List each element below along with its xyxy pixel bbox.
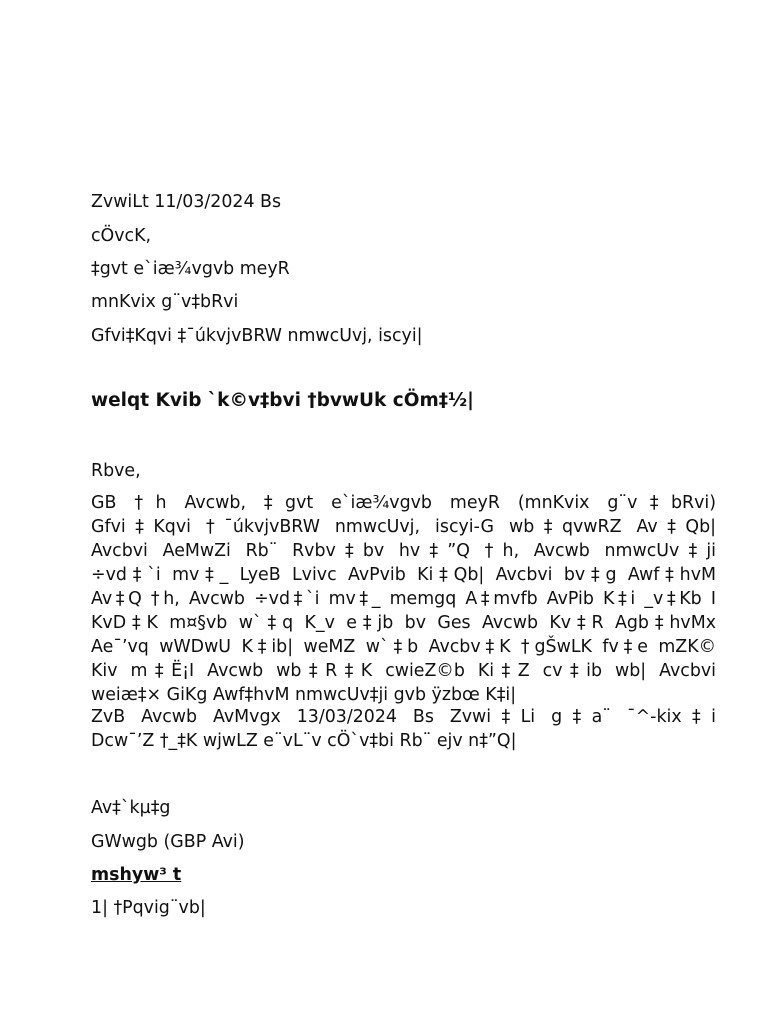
body-paragraph-2	[91, 705, 716, 753]
salutation: Rbve,	[91, 461, 141, 481]
recipient-organization: Gfvi‡Kqvi ‡¯úkvjvBRW nmwcUvj, iscyi|	[91, 326, 423, 346]
body-paragraph-1-line: Ae¯’vq wWDwU K‡ib| weMZ w`‡b Avcbv‡K †gŠwLK fv‡e mZK©	[91, 637, 716, 657]
body-paragraph-1-line: KvD‡K m¤§vb w`‡q K_v e‡jb bv Ges Avcwb Kv‡R Agb‡hvMx	[91, 613, 716, 633]
body-paragraph-1	[91, 491, 716, 707]
recipient-name: ‡gvt e`iæ¾vgvb meyR	[91, 259, 290, 279]
date-line: ZvwiLt 11/03/2024 Bs	[91, 192, 282, 212]
recipient-designation: mnKvix g¨v‡bRvi	[91, 292, 239, 312]
body-paragraph-1-line: ÷vd‡`i mv‡_ LyeB Lvivc AvPvib Ki‡Qb| Avcbvi bv‡g Awf‡hvM	[91, 565, 716, 585]
cc-heading: mshyw³ t	[91, 865, 182, 885]
closing-line: Av‡`kµ‡g	[91, 798, 171, 818]
body-paragraph-2-line: Dcw¯’Z †_‡K wjwLZ e¨vL¨v cÖ`v‡bi Rb¨ ejv n‡”Q|	[91, 731, 517, 751]
body-paragraph-1-line: Kiv m‡Ë¡I Avcwb wb‡R‡K cwieZ©b Ki‡Z cv‡ib wb| Avcbvi	[91, 661, 716, 681]
to-label: cÖvcK,	[91, 226, 152, 246]
cc-item: 1| †Pqvig¨vb|	[91, 898, 206, 918]
signatory: GWwgb (GBP Avi)	[91, 832, 245, 852]
body-paragraph-2-line: ZvB Avcwb AvMvgx 13/03/2024 Bs Zvwi‡Li g‡a¨ ¯^-kix‡i	[91, 707, 716, 727]
body-paragraph-1-line: weiæ‡× GiKg Awf‡hvM nmwcUv‡ji gvb ÿzbœ K‡i|	[91, 685, 517, 705]
body-paragraph-1-line: Avcbvi AeMwZi Rb¨ Rvbv‡bv hv‡”Q †h, Avcwb nmwcUv‡ji	[91, 541, 716, 561]
body-paragraph-1-line: GB †h Avcwb, ‡gvt e`iæ¾vgvb meyR (mnKvix g¨v‡bRvi)	[91, 493, 716, 513]
body-paragraph-1-line: Av‡Q †h, Avcwb ÷vd‡`i mv‡_ memgq A‡mvfb AvPib K‡i _v‡Kb I	[91, 589, 716, 609]
subject-line: welqt Kvib `k©v‡bvi †bvwUk cÖm‡½|	[91, 390, 474, 411]
body-paragraph-1-line: Gfvi‡Kqvi †¯úkvjvBRW nmwcUvj, iscyi-G wb‡qvwRZ Av‡Qb|	[91, 517, 716, 537]
